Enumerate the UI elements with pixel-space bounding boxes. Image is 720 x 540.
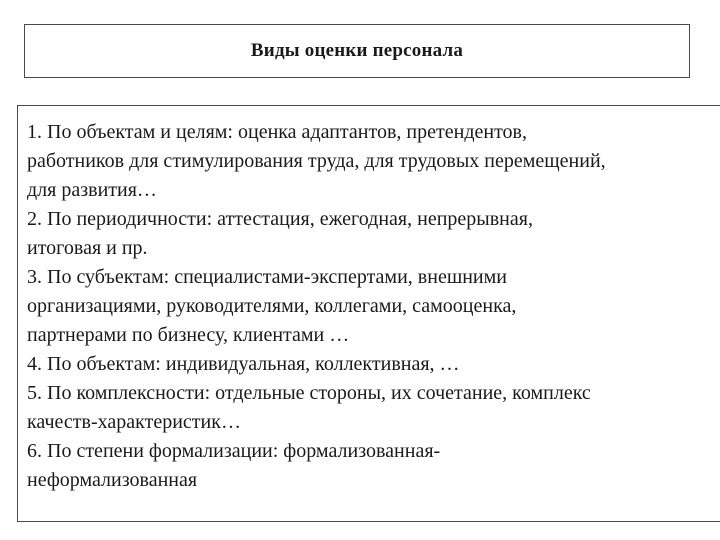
list-item-complexity [27,379,720,437]
item-line: неформализованная [27,469,198,491]
item-line: качеств-характеристик… [27,411,241,433]
list-item-subjects [27,263,720,350]
item-line: 2. По периодичности: аттестация, ежегодная, непрерывная, [27,208,533,230]
content-box [17,105,720,522]
item-line: 3. По субъектам: специалистами-экспертами, внешними [27,266,507,288]
item-line: работников для стимулирования труда, для трудовых перемещений, [27,150,606,172]
title-box [24,24,690,78]
list-item-objectives [27,118,720,205]
list-item-formalization [27,437,720,495]
item-line: партнерами по бизнесу, клиентами … [27,324,350,346]
slide-title: Виды оценки персонала [250,40,464,61]
item-line: организациями, руководителями, коллегами, самооценка, [27,295,517,317]
item-line: 1. По объектам и целям: оценка адаптантов, претендентов, [27,121,527,143]
item-line: 6. По степени формализации: формализованная- [27,440,441,462]
assessment-types-list [27,118,720,495]
item-line: 4. По объектам: индивидуальная, коллективная, … [27,353,460,375]
item-line: для развития… [27,179,157,201]
item-line: итоговая и пр. [27,237,148,259]
item-line: 5. По комплексности: отдельные стороны, их сочетание, комплекс [27,382,591,404]
list-item-objects [27,350,720,379]
list-item-periodicity [27,205,720,263]
